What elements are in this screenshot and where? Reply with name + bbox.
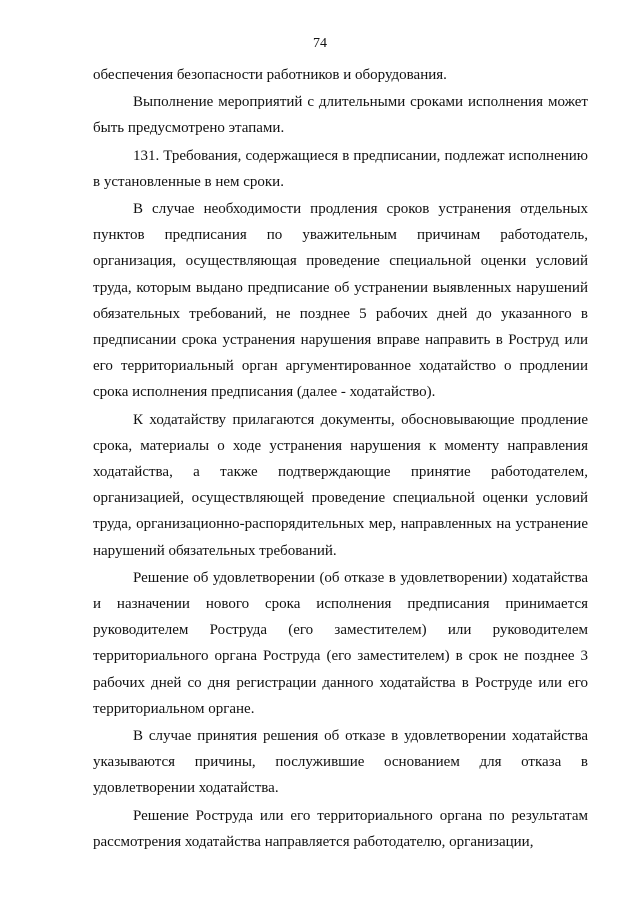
paragraph-1: обеспечения безопасности работников и оборудования. [93, 67, 447, 83]
paragraph-8: Решение Роструда или его территориального органа по результатам рассмотрения ходатайства направляется работодателю, организации, [93, 807, 588, 850]
paragraph-5: К ходатайству прилагаются документы, обосновывающие продление срока, материалы о ходе устранения нарушения к моменту направления ходатайства, а также подтверждающие принятие работодателем, организацией, осуществляющей проведение специальной оценки условий труда, организационно-распорядительных мер, направленных на устранение нарушений обязательных требований. [93, 411, 588, 559]
paragraph-6: Решение об удовлетворении (об отказе в удовлетворении) ходатайства и назначении нового срока исполнения предписания принимается руководителем Роструда (его заместителем) или руководителем территориального органа Роструда (его заместителем) в срок не позднее 3 рабочих дней со дня регистрации данного ходатайства в Роструде или его территориальном органе. [93, 569, 588, 717]
page-number: 74 [313, 36, 327, 51]
paragraph-4: В случае необходимости продления сроков устранения отдельных пунктов предписания по уважительным причинам работодатель, организация, осуществляющая проведение специальной оценки условий труда, которым выдано предписание об устранении выявленных нарушений обязательных требований, не позднее 5 рабочих дней до указанного в предписании срока устранения нарушения вправе направить в Роструд или его территориальный орган аргументированное ходатайство о продлении срока исполнения предписания (далее - ходатайство). [93, 201, 588, 401]
paragraph-2: Выполнение мероприятий с длительными сроками исполнения может быть предусмотрено этапами. [93, 94, 588, 137]
body-text [93, 62, 588, 856]
paragraph-3: 131. Требования, содержащиеся в предписании, подлежат исполнению в установленные в нем сроки. [93, 147, 588, 190]
paragraph-7: В случае принятия решения об отказе в удовлетворении ходатайства указываются причины, послужившие основанием для отказа в удовлетворении ходатайства. [93, 728, 588, 797]
